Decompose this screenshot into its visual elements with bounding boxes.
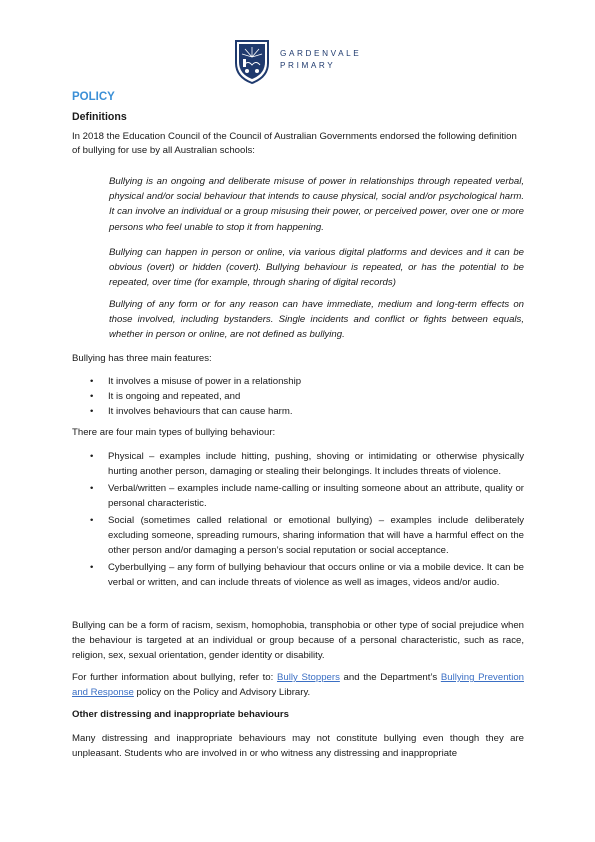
definition-paragraph-2: Bullying can happen in person or online, via various digital platforms and devices and it can be obvious (overt) or hidden (covert). Bullying behaviour is repeated, or has the potential to be repeated, over time (for example, through sharing of digital records) [109, 247, 524, 289]
bullet-icon: • [90, 406, 94, 417]
bullet-icon: • [90, 391, 94, 402]
prejudice-paragraph: Bullying can be a form of racism, sexism, homophobia, transphobia or other type of social prejudice when the behaviour is targeted at an individual or group because of a personal characteristic, such as race, religion, sex, sexual orientation, gender identity or disability. [72, 620, 524, 661]
definition-paragraph-1: Bullying is an ongoing and deliberate misuse of power in relationships through repeated verbal, physical and/or social behaviour that intends to cause physical, social and/or psychological harm. It can involve an individual or a group misusing their power, or perceived power, over one or more persons who feel unable to stop it from happening. [109, 176, 524, 233]
bullet-icon: • [90, 376, 94, 387]
school-name [280, 48, 361, 72]
heading-definitions: Definitions [72, 111, 127, 123]
list-item: • It is ongoing and repeated, and [90, 391, 241, 402]
school-crest-icon [232, 35, 272, 85]
school-logo [232, 35, 361, 85]
bully-stoppers-link[interactable]: Bully Stoppers [276, 672, 340, 683]
list-item: • Verbal/written – examples include name-calling or insulting someone about an attribute, quality or personal characteristic. [90, 483, 524, 509]
other-behaviours-heading: Other distressing and inappropriate behaviours [72, 709, 289, 720]
list-item: • It involves behaviours that can cause harm. [90, 406, 293, 417]
section-title: POLICY [72, 91, 115, 103]
school-name-line2: PRIMARY [280, 61, 336, 70]
list-item: • Social (sometimes called relational or emotional bullying) – examples include deliberately excluding someone, spreading rumours, sharing information that will have a harmful effect on the other person and/or damaging a person’s social reputation or social acceptance. [90, 515, 524, 556]
school-name-line1: GARDENVALE [280, 49, 362, 58]
definition-paragraph-3: Bullying of any form or for any reason can have immediate, medium and long-term effects on those involved, including bystanders. Single incidents and conflict or fights between equals, whether in person or online, are not defined as bullying. [109, 299, 524, 341]
features-intro: Bullying has three main features: [72, 353, 212, 364]
intro-paragraph: In 2018 the Education Council of the Council of Australian Governments endorsed the following definition of bullying for use by all Australian schools: [72, 131, 517, 156]
bullet-icon: • [90, 451, 94, 462]
bullet-icon: • [90, 515, 94, 526]
bullet-icon: • [90, 562, 94, 573]
bullying-prevention-link[interactable]: Bullying Prevention and Response [72, 672, 524, 698]
list-item: • Cyberbullying – any form of bullying behaviour that occurs online or via a mobile device. It can be verbal or written, and can include threats of violence as well as images, videos and/or audio. [90, 562, 524, 588]
features-list [72, 374, 524, 419]
list-item: • It involves a misuse of power in a relationship [90, 376, 302, 387]
other-behaviours-paragraph: Many distressing and inappropriate behaviours may not constitute bullying even though they are unpleasant. Students who are involved in or who witness any distressing and inappropriate [72, 733, 524, 759]
list-item: • Physical – examples include hitting, pushing, shoving or intimidating or otherwise physically hurting another person, damaging or stealing their belongings. It includes threats of violence. [90, 451, 524, 477]
types-intro: There are four main types of bullying behaviour: [72, 427, 276, 438]
bullet-icon: • [90, 483, 94, 494]
further-info-paragraph: For further information about bullying, refer to: Bully Stoppers and the Department’s Bullying Prevention and Response policy on the Policy and Advisory Library. [72, 672, 524, 698]
types-list [72, 449, 524, 592]
